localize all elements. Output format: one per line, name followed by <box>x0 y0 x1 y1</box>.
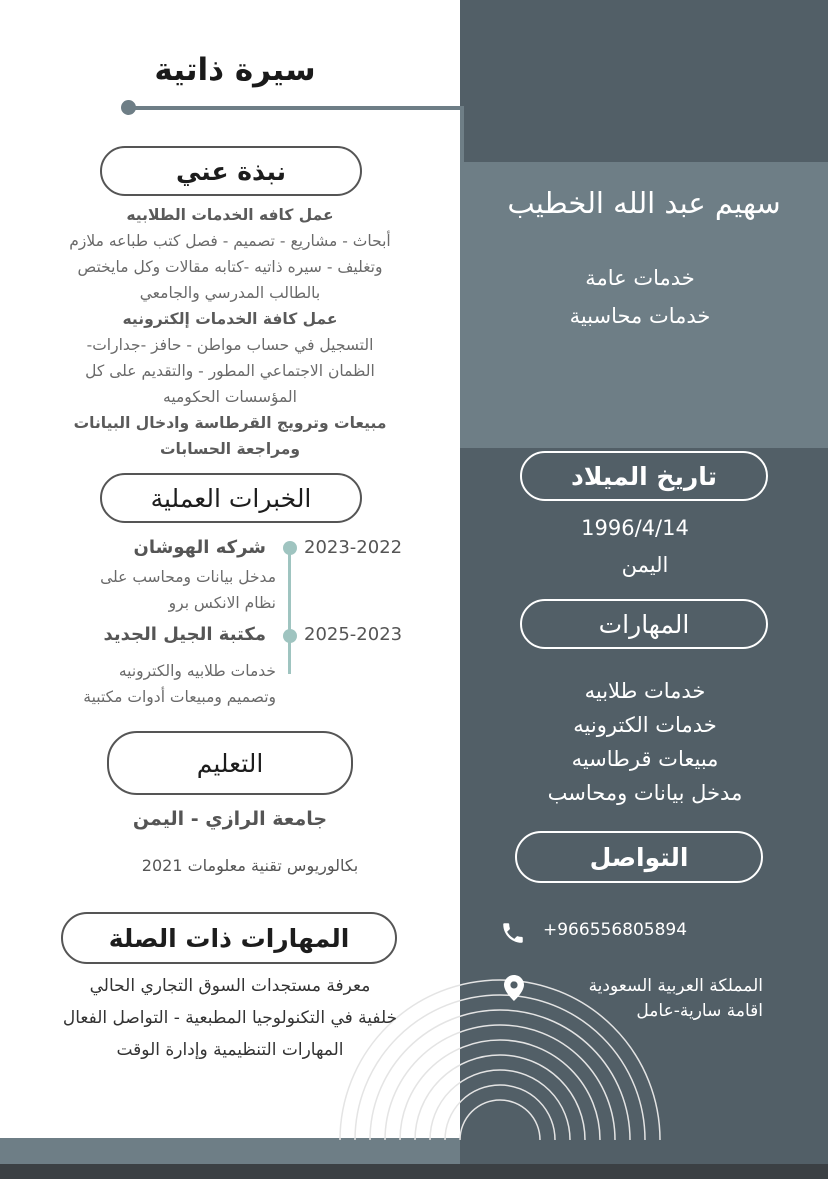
education-degree: بكالوريوس تقنية معلومات 2021 <box>141 856 359 875</box>
skills-section-title: المهارات <box>520 599 768 649</box>
experience-desc: خدمات طلابيه والكترونيه <box>118 662 276 680</box>
skill-item: مبيعات قرطاسيه <box>571 747 719 771</box>
skill-item: مدخل بيانات ومحاسب <box>547 781 743 805</box>
title-connector-vertical <box>460 106 464 164</box>
timeline-dot <box>283 541 297 555</box>
related-skill-line: المهارات التنظيمية وإدارة الوقت <box>116 1040 344 1060</box>
bottom-accent-bar <box>0 1138 460 1164</box>
document-title: سيرة ذاتية <box>154 52 316 88</box>
education-university: جامعة الرازي - اليمن <box>132 808 328 830</box>
related-skill-line: خلفية في التكنولوجيا المطبعية - التواصل الفعال <box>62 1008 398 1028</box>
about-bold-line: مبيعات وترويج القرطاسة وادخال البيانات <box>73 414 387 432</box>
role-2: خدمات محاسبية <box>569 304 711 328</box>
location-pin-icon <box>504 975 524 1001</box>
about-line: بالطالب المدرسي والجامعي <box>139 284 321 302</box>
birth-section-title: تاريخ الميلاد <box>520 451 768 501</box>
about-bold-line: ومراجعة الحسابات <box>159 440 300 458</box>
experience-company: شركه الهوشان <box>133 537 266 558</box>
skill-item: خدمات طلابيه <box>584 679 706 703</box>
about-section-title: نبذة عني <box>100 146 362 196</box>
title-connector-line <box>128 106 464 110</box>
experience-years: 2025-2023 <box>304 624 403 645</box>
timeline-dot <box>283 629 297 643</box>
experience-desc: نظام الانكس برو <box>168 594 276 612</box>
contact-phone: +966556805894 <box>543 920 688 940</box>
experience-section-title: الخبرات العملية <box>100 473 362 523</box>
bottom-dark-bar <box>0 1164 828 1179</box>
birth-date: 1996/4/14 <box>581 516 689 540</box>
phone-icon <box>500 920 526 946</box>
about-heading-1: عمل كافه الخدمات الطلابيه <box>126 206 334 224</box>
related-skills-section-title: المهارات ذات الصلة <box>61 912 397 964</box>
contact-address-line: اقامة سارية-عامل <box>636 1001 763 1021</box>
experience-desc: وتصميم ومبيعات أدوات مكتبية <box>83 688 276 706</box>
about-line: أبحاث - مشاريع - تصميم - فصل كتب طباعه ملازم <box>69 232 391 250</box>
about-heading-2: عمل كافة الخدمات إلكترونيه <box>122 310 338 328</box>
experience-desc: مدخل بيانات ومحاسب على <box>100 568 276 586</box>
person-name: سهيم عبد الله الخطيب <box>507 186 781 220</box>
contact-address-line: المملكة العربية السعودية <box>588 976 763 996</box>
about-line: المؤسسات الحكوميه <box>163 388 297 406</box>
skill-item: خدمات الكترونيه <box>573 713 717 737</box>
timeline-line <box>288 548 291 674</box>
related-skill-line: معرفة مستجدات السوق التجاري الحالي <box>89 976 371 996</box>
about-line: الظمان الاجتماعي المطور - والتقديم على كل <box>85 362 375 380</box>
about-line: وتغليف - سيره ذاتيه -كتابه مقالات وكل مايختص <box>77 258 383 276</box>
experience-company: مكتبة الجيل الجديد <box>103 624 266 645</box>
education-section-title: التعليم <box>107 731 353 795</box>
title-connector-dot <box>121 100 136 115</box>
experience-years: 2023-2022 <box>304 537 403 558</box>
birth-place: اليمن <box>621 553 669 577</box>
contact-section-title: التواصل <box>515 831 763 883</box>
about-line: التسجيل في حساب مواطن - حافز -جدارات- <box>86 336 374 354</box>
role-1: خدمات عامة <box>585 266 695 290</box>
